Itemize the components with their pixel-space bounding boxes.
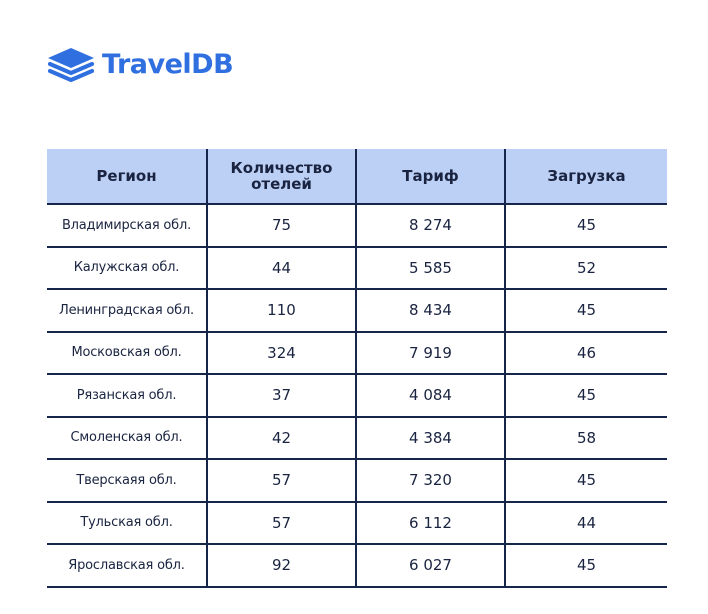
table-row bbox=[47, 459, 667, 502]
cell-region: Калужская обл. bbox=[47, 247, 207, 290]
cell-hotel-count: 57 bbox=[207, 502, 356, 545]
cell-load: 45 bbox=[505, 289, 667, 332]
cell-rate: 8 274 bbox=[356, 204, 505, 247]
stacked-layers-icon bbox=[44, 44, 98, 86]
table-row bbox=[47, 289, 667, 332]
cell-rate: 7 320 bbox=[356, 459, 505, 502]
cell-rate: 5 585 bbox=[356, 247, 505, 290]
table-body bbox=[47, 204, 667, 587]
cell-region: Тульская обл. bbox=[47, 502, 207, 545]
cell-rate: 7 919 bbox=[356, 332, 505, 375]
cell-region: Смоленская обл. bbox=[47, 417, 207, 460]
cell-hotel-count: 324 bbox=[207, 332, 356, 375]
table-row bbox=[47, 502, 667, 545]
cell-rate: 6 112 bbox=[356, 502, 505, 545]
cell-load: 46 bbox=[505, 332, 667, 375]
cell-load: 44 bbox=[505, 502, 667, 545]
cell-rate: 8 434 bbox=[356, 289, 505, 332]
hotels-table bbox=[47, 149, 667, 588]
cell-region: Ленинградская обл. bbox=[47, 289, 207, 332]
table-row bbox=[47, 247, 667, 290]
cell-rate: 6 027 bbox=[356, 544, 505, 587]
cell-load: 52 bbox=[505, 247, 667, 290]
column-header-rate: Тариф bbox=[356, 149, 505, 204]
cell-load: 45 bbox=[505, 544, 667, 587]
brand-name: TravelDB bbox=[102, 49, 234, 80]
cell-load: 45 bbox=[505, 459, 667, 502]
cell-load: 45 bbox=[505, 374, 667, 417]
table-row bbox=[47, 544, 667, 587]
cell-hotel-count: 44 bbox=[207, 247, 356, 290]
column-header-region: Регион bbox=[47, 149, 207, 204]
table-row bbox=[47, 204, 667, 247]
cell-region: Тверскаяя обл. bbox=[47, 459, 207, 502]
header-row bbox=[47, 149, 667, 204]
table-row bbox=[47, 332, 667, 375]
cell-region: Рязанская обл. bbox=[47, 374, 207, 417]
cell-hotel-count: 42 bbox=[207, 417, 356, 460]
cell-region: Ярославская обл. bbox=[47, 544, 207, 587]
cell-rate: 4 084 bbox=[356, 374, 505, 417]
table-row bbox=[47, 417, 667, 460]
cell-hotel-count: 110 bbox=[207, 289, 356, 332]
table-header bbox=[47, 149, 667, 204]
cell-rate: 4 384 bbox=[356, 417, 505, 460]
table-row bbox=[47, 374, 667, 417]
cell-hotel-count: 92 bbox=[207, 544, 356, 587]
cell-hotel-count: 37 bbox=[207, 374, 356, 417]
column-header-load: Загрузка bbox=[505, 149, 667, 204]
brand-logo bbox=[44, 44, 233, 86]
cell-hotel-count: 57 bbox=[207, 459, 356, 502]
cell-load: 58 bbox=[505, 417, 667, 460]
column-header-hotel-count: Количество отелей bbox=[207, 149, 356, 204]
cell-region: Владимирская обл. bbox=[47, 204, 207, 247]
cell-load: 45 bbox=[505, 204, 667, 247]
cell-region: Московская обл. bbox=[47, 332, 207, 375]
hotels-table-container bbox=[47, 149, 667, 588]
cell-hotel-count: 75 bbox=[207, 204, 356, 247]
